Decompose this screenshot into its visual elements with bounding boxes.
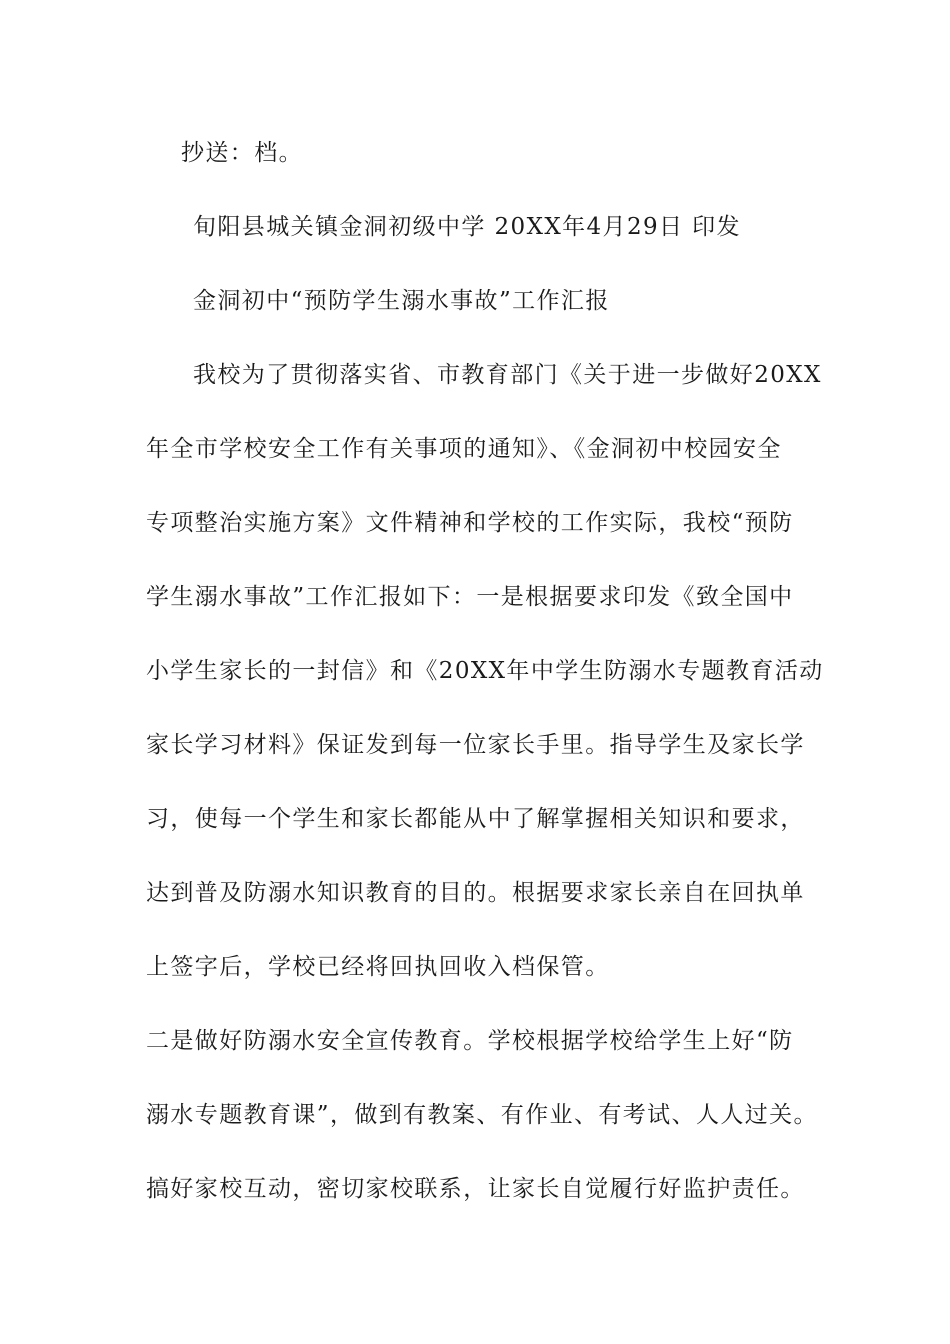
body-line: 家长学习材料》保证发到每一位家长手里。指导学生及家长学 (146, 732, 805, 758)
body-line: 我校为了贯彻落实省、市教育部门《关于进一步做好20XX (193, 362, 822, 388)
body-line: 习，使每一个学生和家长都能从中了解掌握相关知识和要求， (146, 806, 805, 832)
body-line: 上签字后，学校已经将回执回收入档保管。 (146, 954, 610, 980)
body-line: 小学生家长的一封信》和《20XX年中学生防溺水专题教育活动 (146, 658, 824, 684)
body-line: 年全市学校安全工作有关事项的通知》、《金洞初中校园安全 (146, 436, 782, 462)
body-line: 专项整治实施方案》文件精神和学校的工作实际，我校“预防 (146, 510, 794, 536)
issuer-line: 旬阳县城关镇金洞初级中学 20XX年4月29日 印发 (193, 214, 741, 240)
body-line: 学生溺水事故”工作汇报如下：一是根据要求印发《致全国中 (146, 584, 794, 610)
body-line: 溺水专题教育课”，做到有教案、有作业、有考试、人人过关。 (146, 1102, 818, 1128)
body-line: 达到普及防溺水知识教育的目的。根据要求家长亲自在回执单 (146, 880, 805, 906)
body-line: 搞好家校互动，密切家校联系，让家长自觉履行好监护责任。 (146, 1176, 805, 1202)
cc-line: 抄送：档。 (181, 140, 303, 166)
body-line: 二是做好防溺水安全宣传教育。学校根据学校给学生上好“防 (146, 1028, 794, 1054)
report-title: 金洞初中“预防学生溺水事故”工作汇报 (193, 288, 610, 314)
